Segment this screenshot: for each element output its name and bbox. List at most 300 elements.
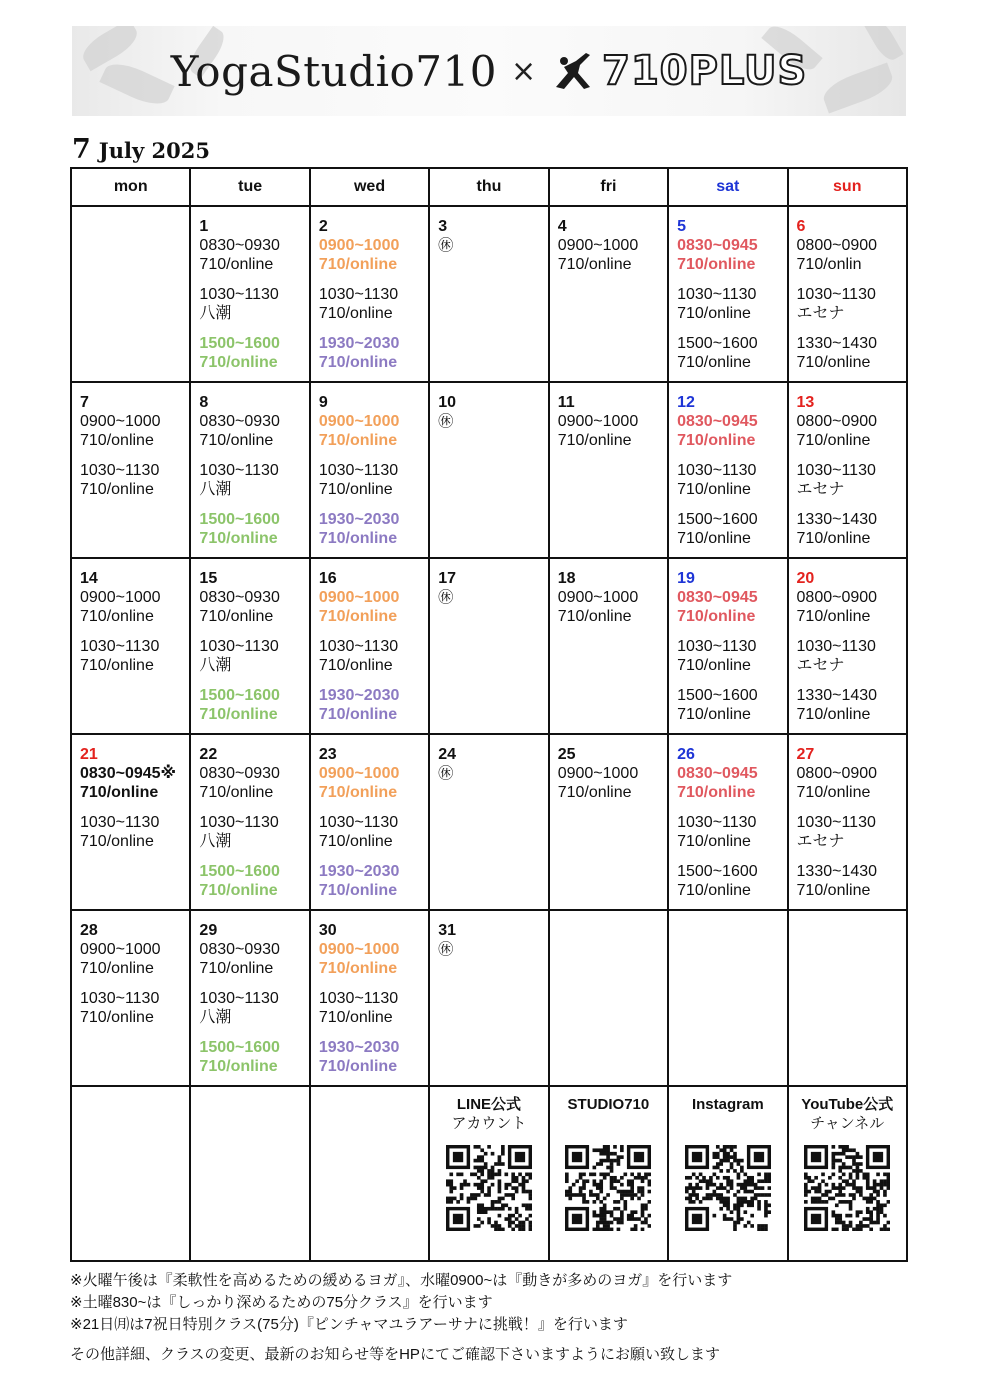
day-cell-wed [310, 382, 429, 558]
class-time: 0900~1000 [557, 237, 639, 254]
class-time: 0830~0930 [199, 413, 280, 430]
class-slot [199, 285, 308, 323]
class-location: 710/online [199, 608, 274, 625]
class-location: エセナ [796, 481, 845, 498]
class-location: 710/online [199, 354, 278, 371]
class-time: 1500~1600 [677, 687, 758, 704]
class-slot [319, 637, 428, 675]
class-slot [319, 764, 428, 802]
class-time: 1030~1130 [199, 814, 279, 831]
day-number: 24 [438, 746, 457, 763]
header-banner [72, 26, 906, 116]
class-time: 1330~1430 [796, 863, 878, 880]
class-slot [797, 412, 906, 450]
class-slot [677, 236, 786, 274]
class-slot [199, 989, 308, 1027]
closed-mark: ㊡ [438, 765, 454, 782]
class-time: 1030~1130 [199, 462, 279, 479]
day-cell-sun [788, 558, 907, 734]
day-cell-thu [429, 558, 548, 734]
class-slot [319, 813, 428, 851]
class-time: 0900~1000 [318, 765, 400, 782]
class-slot [80, 989, 189, 1027]
day-number: 9 [318, 394, 328, 411]
class-time: 0830~0930 [199, 765, 280, 782]
day-number: 23 [318, 746, 337, 763]
class-slot [319, 236, 428, 274]
day-number: 21 [80, 746, 98, 763]
day-cell-mon [71, 910, 190, 1086]
day-cell-sun [788, 206, 907, 382]
class-slot [797, 461, 906, 499]
schedule-calendar [70, 167, 908, 1262]
class-slot [677, 637, 786, 675]
class-location: 710/online [796, 882, 871, 899]
class-location: 710/online [199, 960, 274, 977]
class-location: エセナ [796, 833, 845, 850]
closed-mark: ㊡ [438, 941, 454, 958]
studio-name: YogaStudio710 [170, 46, 497, 96]
class-slot [319, 686, 428, 724]
class-time: 1030~1130 [318, 286, 399, 303]
links-row [71, 1086, 907, 1261]
class-slot [677, 285, 786, 323]
class-slot [199, 1038, 308, 1076]
day-cell-thu [429, 382, 548, 558]
class-slot [199, 686, 308, 724]
link-label: Instagram [691, 1096, 764, 1113]
day-cell-thu [429, 734, 548, 910]
class-slot [80, 764, 189, 802]
class-slot [319, 461, 428, 499]
class-slot [797, 588, 906, 626]
class-location: 八潮 [199, 305, 232, 322]
class-location: 710/online [677, 481, 751, 498]
day-number: 6 [796, 218, 806, 235]
day-cell-sun [788, 734, 907, 910]
calendar-week-row [71, 910, 907, 1086]
class-slot [677, 588, 786, 626]
class-time: 1930~2030 [318, 863, 400, 880]
class-location: 710/online [677, 354, 751, 371]
class-slot [558, 588, 667, 626]
note-special-class: ※21日㈪は7祝日特別クラス(75分)『ピンチャマユラアーサナに挑戦！』を行います [70, 1316, 628, 1333]
closed-mark: ㊡ [438, 589, 454, 606]
empty-cell [190, 1086, 309, 1261]
class-slot [319, 989, 428, 1027]
day-cell-wed [310, 558, 429, 734]
class-location: 710/online [796, 608, 871, 625]
empty-cell [71, 1086, 190, 1261]
class-location: 710/online [557, 608, 632, 625]
class-location: 八潮 [199, 1009, 232, 1026]
empty-cell [71, 206, 190, 382]
weekday-sat: sat [668, 168, 787, 206]
class-slot [797, 686, 906, 724]
class-time: 1500~1600 [677, 863, 758, 880]
link-sublabel: チャンネル [810, 1115, 885, 1132]
class-time: 0830~0945 [677, 237, 758, 254]
instagram-qr-code-icon[interactable] [685, 1145, 771, 1231]
class-slot [199, 862, 308, 900]
class-slot [199, 461, 308, 499]
month-heading [72, 134, 210, 165]
day-cell-tue [190, 734, 309, 910]
class-time: 0900~1000 [557, 413, 639, 430]
month-name: July 2025 [98, 138, 210, 163]
day-number: 14 [80, 570, 98, 587]
day-cell-thu [429, 910, 548, 1086]
day-number: 16 [318, 570, 337, 587]
class-location: 710/onlin [796, 256, 862, 273]
class-location: 710/online [796, 706, 871, 723]
class-slot [677, 412, 786, 450]
link-instagram[interactable] [668, 1086, 787, 1261]
class-slot [199, 510, 308, 548]
class-slot [319, 334, 428, 372]
class-slot [199, 588, 308, 626]
class-location: 710/online [318, 706, 398, 723]
class-location: 710/online [677, 305, 751, 322]
class-location: 710/online [80, 784, 159, 801]
day-number: 22 [199, 746, 218, 763]
weekday-thu: thu [429, 168, 548, 206]
class-time: 0900~1000 [80, 413, 161, 430]
class-slot [199, 940, 308, 978]
day-cell-sat [668, 206, 787, 382]
calendar-week-row [71, 382, 907, 558]
class-time: 1030~1130 [677, 638, 757, 655]
710plus-wordmark: 710PLUS [602, 48, 808, 94]
class-location: 710/online [318, 354, 398, 371]
link-studio710[interactable] [549, 1086, 668, 1261]
link-sublabel: アカウント [451, 1115, 527, 1132]
day-number: 20 [796, 570, 815, 587]
weekday-mon: mon [71, 168, 190, 206]
note-tuesday-wednesday: ※火曜午後は『柔軟性を高めるための緩めるヨガ』、水曜0900~は『動きが多めのヨガ』を行います [70, 1272, 733, 1289]
day-number: 13 [796, 394, 815, 411]
class-slot [677, 686, 786, 724]
class-slot [80, 940, 189, 978]
link-label: YouTube公式 [801, 1096, 894, 1113]
class-location: 710/online [318, 833, 393, 850]
day-number: 18 [557, 570, 576, 587]
class-location: 710/online [80, 432, 154, 449]
class-time: 1930~2030 [318, 1039, 400, 1056]
class-slot [199, 334, 308, 372]
class-slot [797, 764, 906, 802]
class-location: 710/online [796, 784, 871, 801]
class-slot [319, 1038, 428, 1076]
youtube-qr-code-icon[interactable] [804, 1145, 890, 1231]
class-time: 0900~1000 [557, 589, 639, 606]
class-location: 710/online [80, 608, 154, 625]
class-time: 1030~1130 [80, 990, 160, 1007]
day-cell-fri [549, 382, 668, 558]
class-slot [797, 236, 906, 274]
class-time: 0900~1000 [318, 589, 400, 606]
class-time: 1500~1600 [199, 335, 280, 352]
class-time: 1930~2030 [318, 511, 400, 528]
day-cell-fri [549, 734, 668, 910]
class-time: 1500~1600 [677, 335, 758, 352]
day-number: 2 [318, 218, 328, 235]
class-location: エセナ [796, 657, 845, 674]
class-time: 1500~1600 [677, 511, 758, 528]
line-qr-code-icon[interactable] [446, 1145, 532, 1231]
class-time: 0900~1000 [557, 765, 639, 782]
link-label: LINE公式 [456, 1096, 522, 1113]
class-slot [80, 813, 189, 851]
class-location: 710/online [796, 530, 871, 547]
day-cell-tue [190, 558, 309, 734]
day-number: 7 [80, 394, 89, 411]
day-cell-sat [668, 734, 787, 910]
class-location: 710/online [796, 354, 871, 371]
class-time: 0830~0945※ [80, 765, 177, 782]
day-cell-tue [190, 910, 309, 1086]
day-number: 4 [557, 218, 567, 235]
link-youtube[interactable] [788, 1086, 907, 1261]
class-slot [558, 412, 667, 450]
note-saturday: ※土曜830~は『しっかり深めるための75分クラス』を行います [70, 1294, 493, 1311]
day-cell-wed [310, 734, 429, 910]
class-time: 1030~1130 [796, 462, 876, 479]
class-time: 0900~1000 [80, 589, 161, 606]
day-number: 12 [677, 394, 695, 411]
class-location: エセナ [796, 305, 845, 322]
class-time: 1930~2030 [318, 687, 400, 704]
class-time: 1930~2030 [318, 335, 400, 352]
class-time: 1500~1600 [199, 863, 280, 880]
day-cell-tue [190, 206, 309, 382]
class-slot [797, 862, 906, 900]
class-location: 710/online [677, 256, 756, 273]
class-slot [319, 412, 428, 450]
class-location: 710/online [318, 432, 398, 449]
day-number: 27 [796, 746, 815, 763]
day-number: 17 [438, 570, 457, 587]
calendar-week-row [71, 734, 907, 910]
class-time: 1330~1430 [796, 511, 878, 528]
class-location: 710/online [199, 530, 278, 547]
class-location: 八潮 [199, 657, 232, 674]
day-number: 11 [557, 394, 575, 411]
class-time: 0800~0900 [796, 413, 878, 430]
class-location: 710/online [199, 784, 274, 801]
link-label: STUDIO710 [567, 1096, 650, 1113]
class-slot [319, 940, 428, 978]
class-time: 0830~0945 [677, 413, 758, 430]
day-number: 8 [199, 394, 209, 411]
day-number: 28 [80, 922, 98, 939]
class-slot [797, 637, 906, 675]
class-location: 710/online [80, 1009, 154, 1026]
class-time: 0800~0900 [796, 765, 878, 782]
day-number: 31 [438, 922, 457, 939]
day-number: 15 [199, 570, 218, 587]
day-cell-fri [549, 206, 668, 382]
yoga-pose-icon [550, 51, 596, 91]
closed-mark: ㊡ [438, 413, 454, 430]
class-slot [319, 285, 428, 323]
class-time: 1030~1130 [677, 462, 757, 479]
class-slot [558, 764, 667, 802]
class-location: 710/online [318, 1009, 393, 1026]
class-time: 0900~1000 [318, 237, 400, 254]
class-location: 710/online [318, 882, 398, 899]
day-number: 5 [677, 218, 687, 235]
class-time: 1030~1130 [796, 286, 876, 303]
class-time: 1030~1130 [677, 814, 757, 831]
class-slot [558, 236, 667, 274]
day-cell-sun [788, 382, 907, 558]
class-location: 710/online [318, 481, 393, 498]
month-number: 7 [72, 134, 91, 165]
notes-section [70, 1270, 732, 1366]
class-location: 710/online [318, 608, 398, 625]
class-location: 710/online [318, 1058, 398, 1075]
class-location: 710/online [80, 833, 154, 850]
class-location: 710/online [677, 657, 751, 674]
day-cell-fri [549, 558, 668, 734]
class-location: 710/online [677, 706, 751, 723]
class-location: 710/online [677, 784, 756, 801]
class-location: 710/online [80, 657, 154, 674]
class-time: 0830~0930 [199, 237, 280, 254]
link-line[interactable] [429, 1086, 548, 1261]
class-slot [199, 764, 308, 802]
weekday-header-row [71, 168, 907, 206]
day-number: 25 [557, 746, 576, 763]
calendar-week-row [71, 558, 907, 734]
class-location: 710/online [80, 960, 154, 977]
class-slot [677, 461, 786, 499]
class-slot [199, 637, 308, 675]
class-location: 710/online [199, 706, 278, 723]
class-slot [199, 412, 308, 450]
class-slot [80, 588, 189, 626]
class-location: 710/online [796, 432, 871, 449]
class-slot [677, 862, 786, 900]
class-location: 710/online [677, 882, 751, 899]
class-slot [80, 412, 189, 450]
class-time: 1030~1130 [318, 462, 399, 479]
class-slot [80, 461, 189, 499]
empty-cell [549, 910, 668, 1086]
day-cell-sat [668, 558, 787, 734]
class-time: 1330~1430 [796, 335, 878, 352]
class-location: 710/online [677, 530, 751, 547]
class-time: 1500~1600 [199, 1039, 280, 1056]
day-number: 26 [677, 746, 695, 763]
day-number: 1 [199, 218, 209, 235]
class-location: 710/online [199, 1058, 278, 1075]
day-cell-mon [71, 382, 190, 558]
class-time: 1030~1130 [677, 286, 757, 303]
class-time: 1030~1130 [796, 638, 876, 655]
class-time: 0800~0900 [796, 589, 878, 606]
class-slot [319, 862, 428, 900]
weekday-sun: sun [788, 168, 907, 206]
class-location: 710/online [677, 833, 751, 850]
class-slot [80, 637, 189, 675]
class-slot [797, 813, 906, 851]
class-slot [677, 813, 786, 851]
day-cell-tue [190, 382, 309, 558]
class-slot [319, 510, 428, 548]
class-time: 0900~1000 [318, 941, 400, 958]
day-cell-sat [668, 382, 787, 558]
day-number: 29 [199, 922, 218, 939]
class-time: 0900~1000 [318, 413, 400, 430]
class-location: 710/online [318, 256, 398, 273]
class-time: 0830~0945 [677, 765, 758, 782]
class-time: 1500~1600 [199, 687, 280, 704]
class-slot [677, 334, 786, 372]
class-location: 710/online [318, 784, 398, 801]
class-time: 0830~0930 [199, 589, 280, 606]
class-slot [797, 510, 906, 548]
class-time: 1030~1130 [796, 814, 876, 831]
class-time: 1030~1130 [199, 638, 279, 655]
day-number: 3 [438, 218, 448, 235]
710plus-logo [550, 48, 807, 94]
class-time: 0800~0900 [796, 237, 878, 254]
day-cell-wed [310, 206, 429, 382]
class-time: 0830~0930 [199, 941, 280, 958]
class-slot [199, 813, 308, 851]
class-slot [199, 236, 308, 274]
day-cell-thu [429, 206, 548, 382]
closed-mark: ㊡ [438, 237, 454, 254]
day-number: 10 [438, 394, 457, 411]
class-location: 710/online [318, 530, 398, 547]
class-time: 1330~1430 [796, 687, 878, 704]
class-time: 1030~1130 [318, 814, 399, 831]
class-location: 710/online [677, 608, 756, 625]
day-cell-mon [71, 734, 190, 910]
note-website: その他詳細、クラスの変更、最新のお知らせ等をHPにてご確認下さいますようにお願い致します [70, 1346, 720, 1363]
class-time: 1030~1130 [80, 814, 160, 831]
weekday-fri: fri [549, 168, 668, 206]
class-location: 710/online [557, 432, 632, 449]
class-time: 1030~1130 [318, 990, 399, 1007]
class-time: 1030~1130 [199, 990, 279, 1007]
day-number: 30 [318, 922, 337, 939]
day-cell-wed [310, 910, 429, 1086]
class-time: 1030~1130 [80, 638, 160, 655]
class-location: 710/online [318, 305, 393, 322]
class-location: 710/online [318, 960, 398, 977]
weekday-tue: tue [190, 168, 309, 206]
class-location: 710/online [199, 256, 274, 273]
studio710-qr-code-icon[interactable] [565, 1145, 651, 1231]
class-time: 0830~0945 [677, 589, 758, 606]
class-location: 八潮 [199, 481, 232, 498]
class-time: 1030~1130 [199, 286, 279, 303]
class-slot [319, 588, 428, 626]
class-location: 八潮 [199, 833, 232, 850]
collab-cross: × [510, 53, 537, 89]
empty-cell [668, 910, 787, 1086]
class-location: 710/online [318, 657, 393, 674]
class-slot [677, 510, 786, 548]
class-slot [797, 334, 906, 372]
class-slot [677, 764, 786, 802]
class-location: 710/online [80, 481, 154, 498]
class-location: 710/online [199, 882, 278, 899]
